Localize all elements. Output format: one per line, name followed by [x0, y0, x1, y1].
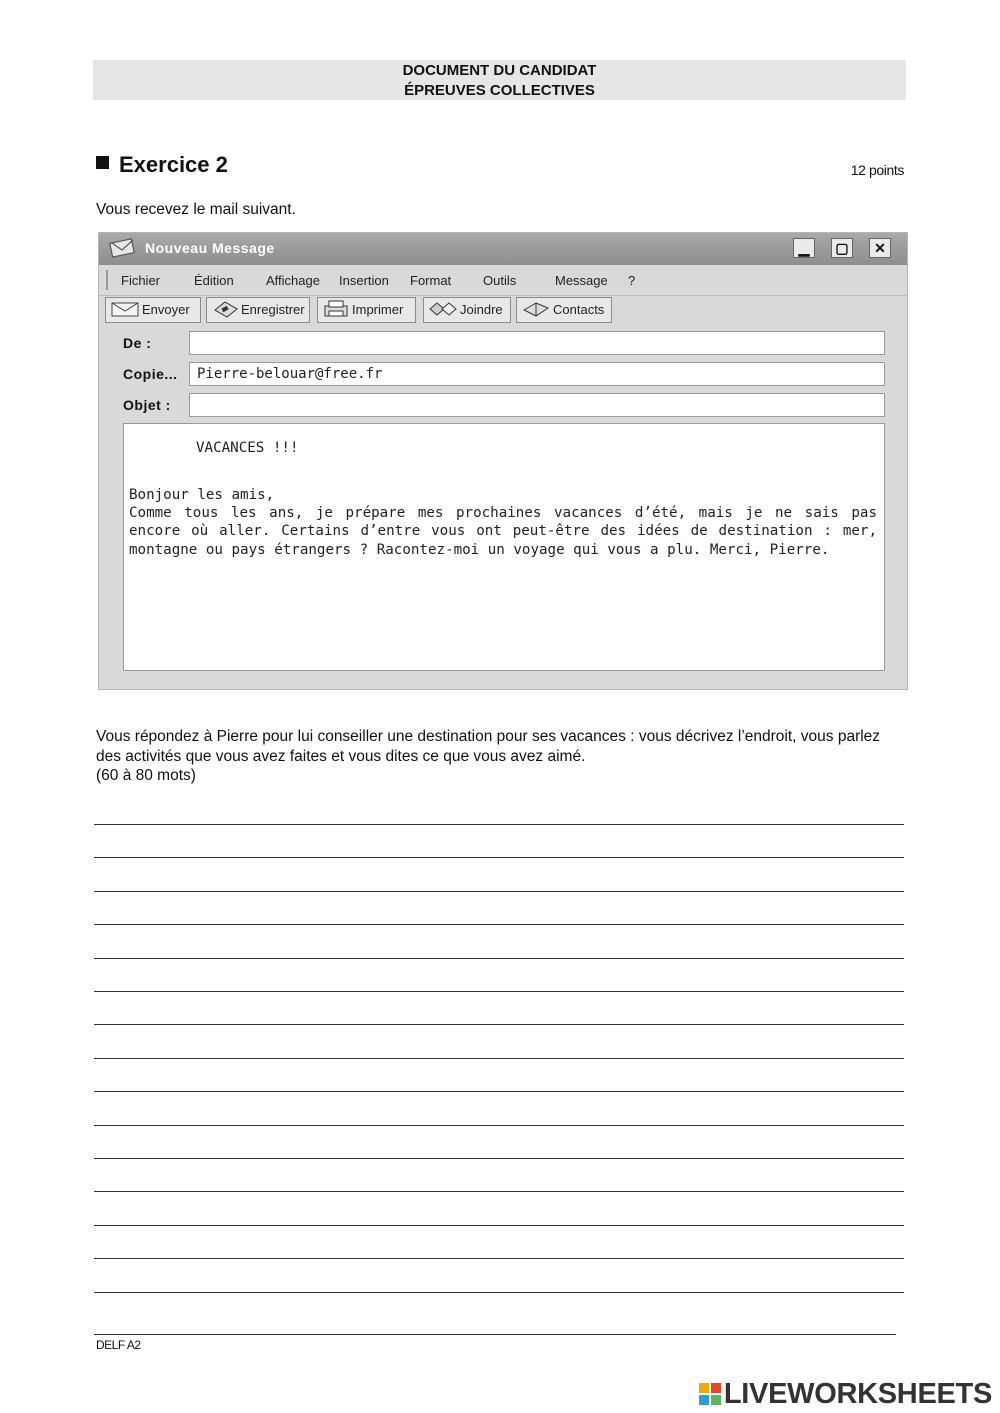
writing-line[interactable]: [94, 1058, 904, 1059]
footer-level: DELF A2: [96, 1338, 141, 1352]
writing-line[interactable]: [94, 824, 904, 825]
cc-field[interactable]: Pierre-belouar@free.fr: [189, 362, 885, 386]
writing-line[interactable]: [94, 1091, 904, 1092]
from-field[interactable]: [189, 331, 885, 355]
envelope-icon: [107, 238, 137, 258]
square-bullet-icon: [96, 156, 109, 169]
attach-label: Joindre: [460, 302, 503, 317]
writing-line[interactable]: [94, 857, 904, 858]
minimize-button[interactable]: ▁: [793, 238, 815, 258]
menu-bar: [99, 265, 907, 296]
maximize-button[interactable]: ▢: [831, 238, 853, 258]
writing-line[interactable]: [94, 1125, 904, 1126]
print-label: Imprimer: [352, 302, 404, 317]
exercise-title-text: Exercice 2: [119, 152, 228, 177]
menu-format[interactable]: Format: [410, 273, 452, 288]
contacts-button[interactable]: [516, 297, 612, 323]
menu-grip: [106, 270, 108, 290]
from-label: De :: [123, 335, 152, 351]
close-button[interactable]: ✕: [869, 238, 891, 258]
toolbar: [99, 295, 907, 325]
liveworksheets-logo-icon: [699, 1383, 721, 1405]
writing-line[interactable]: [94, 1292, 904, 1293]
window-titlebar: [99, 233, 907, 265]
menu-message[interactable]: Message: [555, 273, 608, 288]
writing-line[interactable]: [94, 1225, 904, 1226]
mail-window: [98, 232, 908, 690]
writing-line[interactable]: [94, 991, 904, 992]
body-greeting: Bonjour les amis,: [129, 487, 275, 503]
exercise-title: [96, 152, 228, 178]
writing-line[interactable]: [94, 1258, 904, 1259]
writing-line[interactable]: [94, 891, 904, 892]
brand-text: LIVEWORKSHEETS: [723, 1378, 992, 1410]
writing-line[interactable]: [94, 958, 904, 959]
instructions-text: Vous répondez à Pierre pour lui conseiller une destination pour ses vacances : vous décrivez l’endroit, vous parlez des activités que vous avez faites et vous dites ce que vous avez aimé.: [96, 728, 881, 765]
subject-label: Objet :: [123, 397, 171, 413]
cc-label: Copie...: [123, 366, 178, 382]
task-instructions: [96, 727, 906, 786]
attach-button[interactable]: [423, 297, 511, 323]
print-button[interactable]: [317, 297, 416, 323]
brand-logo: [699, 1378, 992, 1411]
writing-line[interactable]: [94, 1024, 904, 1025]
send-label: Envoyer: [142, 302, 190, 317]
menu-affichage[interactable]: Affichage: [266, 273, 320, 288]
address-book-icon: [521, 300, 551, 318]
body-text-block: [129, 486, 877, 559]
header-line-1: DOCUMENT DU CANDIDAT: [402, 62, 597, 79]
word-count: (60 à 80 mots): [96, 767, 196, 784]
printer-icon: [322, 300, 350, 318]
subject-field[interactable]: [189, 393, 885, 417]
body-subject: VACANCES !!!: [196, 440, 299, 456]
attach-icon: [428, 300, 458, 318]
contacts-label: Contacts: [553, 302, 605, 317]
message-body[interactable]: [123, 423, 885, 671]
exercise-intro: Vous recevez le mail suivant.: [96, 201, 296, 218]
writing-line[interactable]: [94, 1158, 904, 1159]
menu-outils[interactable]: Outils: [483, 273, 517, 288]
footer-divider: [94, 1334, 896, 1335]
save-label: Enregistrer: [241, 302, 305, 317]
envelope-icon: [110, 300, 140, 318]
points-label: 12 points: [850, 162, 904, 178]
menu-edition[interactable]: Édition: [194, 273, 234, 288]
menu-fichier[interactable]: Fichier: [121, 273, 161, 288]
floppy-disk-icon: [211, 300, 239, 318]
menu-insertion[interactable]: Insertion: [339, 273, 389, 288]
save-button[interactable]: [206, 297, 310, 323]
writing-line[interactable]: [94, 924, 904, 925]
send-button[interactable]: [105, 297, 201, 323]
document-header: [93, 60, 906, 100]
header-line-2: ÉPREUVES COLLECTIVES: [404, 82, 595, 99]
window-title: Nouveau Message: [145, 240, 275, 256]
writing-line[interactable]: [94, 1191, 904, 1192]
body-paragraph: Comme tous les ans, je prépare mes prochaines vacances d’été, mais je ne sais pas encore où aller. Certains d’entre vous ont peut-être des idées de destination : mer, montagne ou pays étrangers ? Racontez-moi un voyage qui vous a plu. Merci, Pierre.: [129, 505, 877, 558]
menu-help[interactable]: ?: [628, 273, 636, 288]
